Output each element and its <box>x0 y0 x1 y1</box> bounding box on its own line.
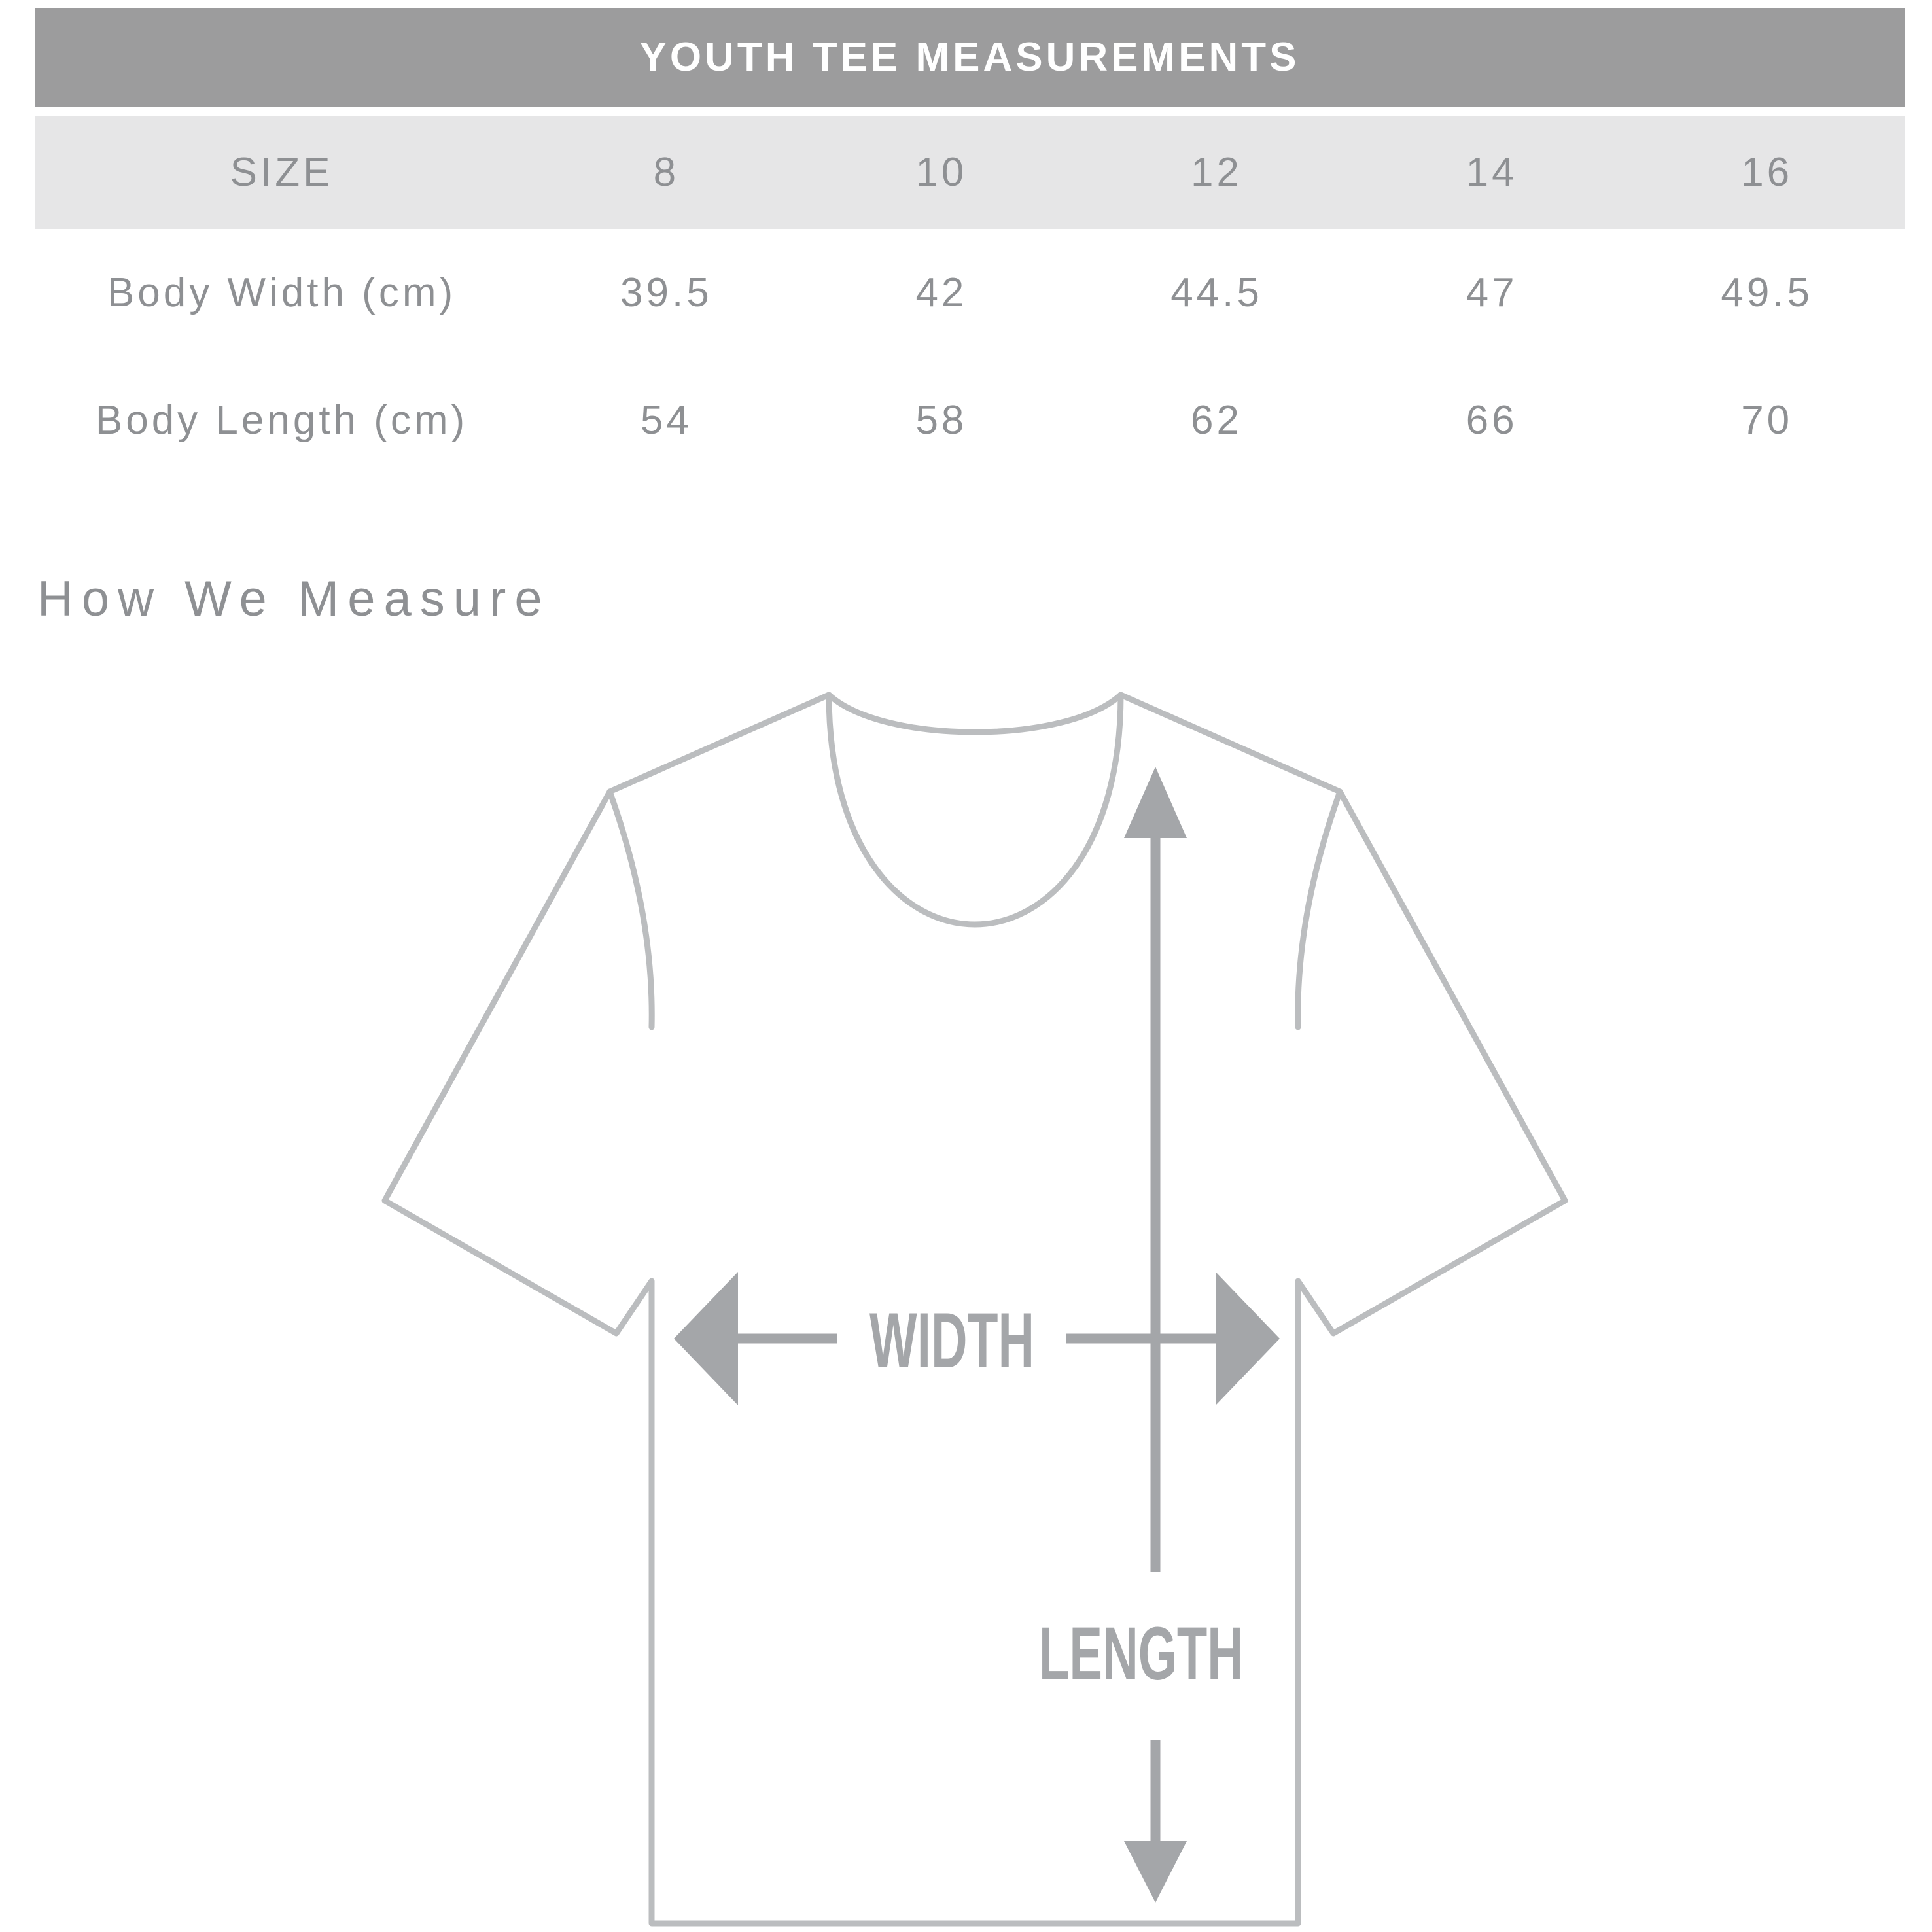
tshirt-armhole-left <box>610 792 652 1027</box>
measurement-value: 62 <box>1191 398 1242 443</box>
measurement-value: 58 <box>915 398 968 443</box>
measurement-value: 49.5 <box>1721 270 1814 315</box>
measurement-value: 44.5 <box>1170 270 1263 315</box>
size-option: 16 <box>1741 150 1793 195</box>
table-title: YOUTH TEE MEASUREMENTS <box>35 8 1905 107</box>
length-label: LENGTH <box>1039 1612 1243 1696</box>
row-label: Body Length (cm) <box>95 398 468 443</box>
table-row <box>35 357 1905 484</box>
size-column-header: SIZE <box>230 150 334 195</box>
size-option: 12 <box>1191 150 1242 195</box>
width-label: WIDTH <box>869 1297 1034 1384</box>
arrow-down-icon <box>1124 1841 1187 1903</box>
arrow-left-icon <box>674 1272 738 1405</box>
tshirt-measure-diagram <box>0 654 1932 1932</box>
arrow-right-icon <box>1216 1272 1280 1405</box>
measurement-value: 47 <box>1466 270 1518 315</box>
size-option: 14 <box>1466 150 1518 195</box>
measurement-value: 70 <box>1741 398 1793 443</box>
size-option: 8 <box>653 150 680 195</box>
size-chart-table <box>35 8 1905 484</box>
size-header-row <box>35 116 1905 229</box>
table-header-divider <box>35 107 1905 116</box>
measurement-value: 39.5 <box>620 270 712 315</box>
row-label: Body Width (cm) <box>107 270 457 315</box>
size-option: 10 <box>915 150 968 195</box>
measurement-value: 66 <box>1466 398 1518 443</box>
section-heading: How We Measure <box>37 571 551 627</box>
measurement-value: 42 <box>915 270 968 315</box>
table-row <box>35 229 1905 357</box>
measurement-value: 54 <box>640 398 692 443</box>
arrow-up-icon <box>1124 767 1187 838</box>
tshirt-armhole-right <box>1298 792 1340 1027</box>
